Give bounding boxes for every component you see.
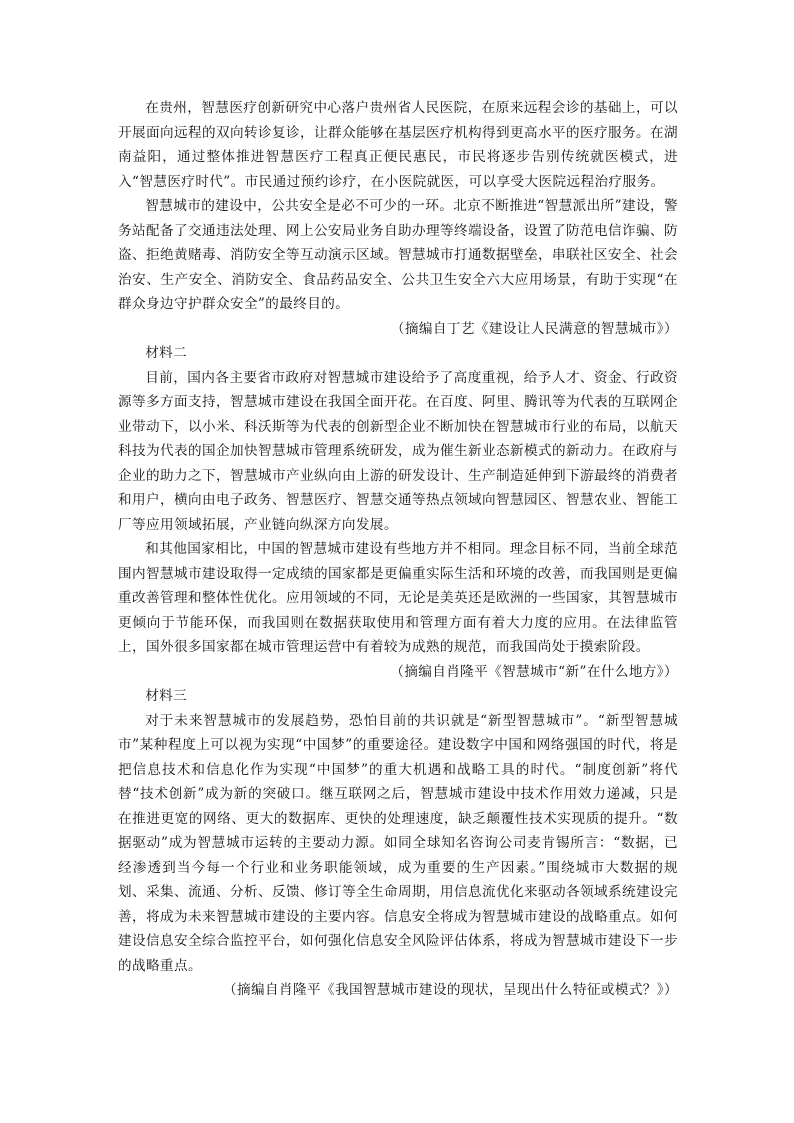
paragraph-domestic-development: 目前，国内各主要省市政府对智慧城市建设给予了高度重视，给予人才、资金、行政资源等多方面支持，智慧城市建设在我国全面开花。在百度、阿里、腾讯等为代表的互联网企业带动下，以小米、科沃斯等为代表的创新型企业不断加快在智慧城市行业的布局，以航天科技为代表的国企加快智慧城市管理系统研发，成为催生新业态新模式的新动力。在政府与企业的助力之下，智慧城市产业纵向由上游的研发设计、生产制造延伸到下游最终的消费者和用户，横向由电子政务、智慧医疗、智慧交通等热点领域向智慧园区、智慧农业、智能工厂等应用领域拓展，产业链向纵深方向发展。 — [118, 369, 678, 533]
paragraph-comparison: 和其他国家相比，中国的智慧城市建设有些地方并不相同。理念目标不同，当前全球范围内智慧城市建设取得一定成绩的国家都是更偏重实际生活和环境的改善，而我国则是更偏重改善管理和整体性优化。应用领域的不同，无论是美英还是欧洲的一些国家，其智慧城市更倾向于节能环保，而我国则在数据获取使用和管理方面有着大力度的应用。在法律监管上，国外很多国家都在城市管理运营中有着较为成熟的规范，而我国尚处于摸索阶段。 — [118, 541, 678, 655]
paragraph-medical: 在贵州，智慧医疗创新研究中心落户贵州省人民医院，在原来远程会诊的基础上，可以开展面向远程的双向转诊复诊，让群众能够在基层医疗机构得到更高水平的医疗服务。在湖南益阳，通过整体推进智慧医疗工程真正便民惠民，市民将逐步告别传统就医模式，进入“智慧医疗时代”。市民通过预约诊疗，在小医院就医，可以享受大医院远程治疗服务。 — [118, 100, 678, 190]
material-label-3: 材料三 — [145, 688, 188, 704]
source-citation-1: （摘编自丁艺《建设让人民满意的智慧城市》） — [390, 320, 678, 337]
source-citation-3: （摘编自肖隆平《我国智慧城市建设的现状，呈现出什么特征或模式？》） — [223, 982, 678, 998]
paragraph-future-trends: 对于未来智慧城市的发展趋势，恐怕目前的共识就是“新型智慧城市”。“新型智慧城市”某种程度上可以视为实现“中国梦”的重要途径。建设数字中国和网络强国的时代，将是把信息技术和信息化作为实现“中国梦”的重大机遇和战略工具的时代。“制度创新”将代替“技术创新”成为新的突破口。继互联网之后，智慧城市建设中技术作用效力递减，只是在推进更宽的网络、更大的数据库、更快的处理速度，缺乏颠覆性技术实现质的提升。“数据驱动”成为智慧城市运转的主要动力源。如同全球知名咨询公司麦肯锡所言：“数据，已经渗透到当今每一个行业和业务职能领域，成为重要的生产因素。”围绕城市大数据的规划、采集、流通、分析、反馈、修订等全生命周期，用信息流优化来驱动各领域系统建设完善，将成为未来智慧城市建设的主要内容。信息安全将成为智慧城市建设的战略重点。如何建设信息安全综合监控平台，如何强化信息安全风险评估体系，将成为智慧城市建设下一步的战略重点。 — [118, 712, 678, 974]
material-label-2: 材料二 — [145, 345, 188, 361]
document-body — [118, 96, 678, 1003]
source-citation-2: （摘编自肖隆平《智慧城市“新”在什么地方》） — [390, 663, 678, 680]
paragraph-public-safety: 智慧城市的建设中，公共安全是必不可少的一环。北京不断推进“智慧派出所”建设，警务站配备了交通违法处理、网上公安局业务自助办理等终端设备，设置了防范电信诈骗、防盗、拒绝黄赌毒、消防安全等互动演示区域。智慧城市打通数据壁垒，串联社区安全、社会治安、生产安全、消防安全、食品药品安全、公共卫生安全六大应用场景，有助于实现“在群众身边守护群众安全”的最终目的。 — [118, 198, 678, 312]
